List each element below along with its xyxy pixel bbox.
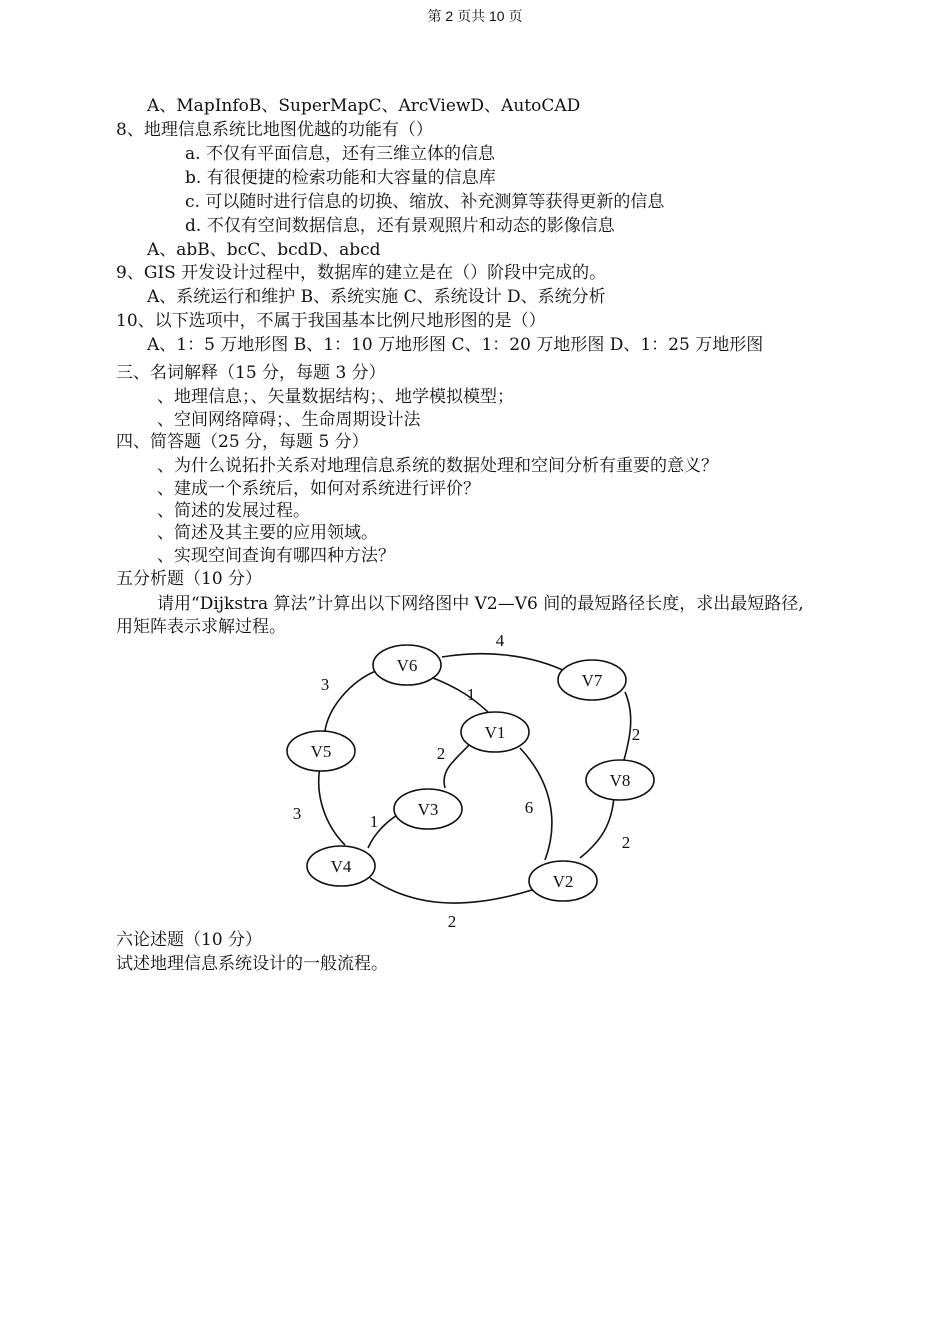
q8-options: A、abB、bcC、bcdD、abcd <box>147 240 381 260</box>
section4-line-3: 、简述的发展过程。 <box>157 501 310 521</box>
section4-line-5: 、实现空间查询有哪四种方法？ <box>157 546 395 566</box>
edge-v5-v4 <box>319 767 345 845</box>
section3-line-1: 、地理信息；、矢量数据结构；、地学模拟模型； <box>157 387 514 407</box>
edge-v6-v7 <box>442 654 567 672</box>
weight-v6-v5: 3 <box>320 675 330 694</box>
q8-item-b: b. 有很便捷的检索功能和大容量的信息库 <box>185 168 496 188</box>
page-header: 第 2 页共 10 页 <box>427 8 523 24</box>
weight-v1-v2: 6 <box>524 798 534 817</box>
q9-stem: 9、GIS 开发设计过程中，数据库的建立是在（）阶段中完成的。 <box>116 263 607 283</box>
section6-title: 六论述题（10 分） <box>116 930 263 950</box>
node-label-v1: V1 <box>484 723 506 742</box>
section3-title: 三、名词解释（15 分，每题 3 分） <box>116 363 386 383</box>
node-label-v7: V7 <box>581 671 603 690</box>
section4-line-4: 、简述及其主要的应用领域。 <box>157 523 378 543</box>
section6-body: 试述地理信息系统设计的一般流程。 <box>116 954 388 974</box>
q10-options: A、1：5 万地形图 B、1：10 万地形图 C、1：20 万地形图 D、1：25 万地形图 <box>147 335 764 355</box>
weight-v4-v2: 2 <box>447 912 457 931</box>
edge-v6-v1 <box>428 676 488 712</box>
node-label-v8: V8 <box>609 771 631 790</box>
weight-v1-v3: 2 <box>436 744 446 763</box>
node-label-v2: V2 <box>552 872 574 891</box>
q9-options: A、系统运行和维护 B、系统实施 C、系统设计 D、系统分析 <box>147 287 606 307</box>
edge-v7-v8 <box>624 692 631 760</box>
edge-v6-v5 <box>325 670 378 731</box>
weight-v3-v4: 1 <box>369 812 379 831</box>
node-label-v4: V4 <box>330 857 352 876</box>
node-label-v3: V3 <box>417 800 439 819</box>
weight-v7-v8: 2 <box>631 725 641 744</box>
node-label-v5: V5 <box>310 742 332 761</box>
q8-item-a: a. 不仅有平面信息，还有三维立体的信息 <box>185 144 495 164</box>
node-label-v6: V6 <box>396 656 418 675</box>
edge-v8-v2 <box>580 796 614 858</box>
section4-line-1: 、为什么说拓扑关系对地理信息系统的数据处理和空间分析有重要的意义？ <box>157 456 718 476</box>
section3-line-2: 、空间网络障碍；、生命周期设计法 <box>157 410 421 430</box>
network-graph <box>270 620 670 940</box>
q8-item-c: c. 可以随时进行信息的切换、缩放、补充测算等获得更新的信息 <box>185 192 665 212</box>
q7-options: A、MapInfoB、SuperMapC、ArcViewD、AutoCAD <box>147 96 581 116</box>
q10-stem: 10、以下选项中，不属于我国基本比例尺地形图的是（） <box>116 311 546 331</box>
weight-v8-v2: 2 <box>621 833 631 852</box>
section5-title: 五分析题（10 分） <box>116 569 263 589</box>
q8-item-d: d. 不仅有空间数据信息，还有景观照片和动态的影像信息 <box>185 216 615 236</box>
section4-line-2: 、建成一个系统后，如何对系统进行评价？ <box>157 479 480 499</box>
q8-stem: 8、地理信息系统比地图优越的功能有（） <box>116 120 433 140</box>
edge-v4-v2 <box>370 878 532 903</box>
weight-v6-v1: 1 <box>466 685 476 704</box>
section4-title: 四、简答题（25 分，每题 5 分） <box>116 432 369 452</box>
weight-v5-v4: 3 <box>292 804 302 823</box>
weight-v6-v7: 4 <box>495 631 505 650</box>
edge-v1-v3 <box>444 744 470 788</box>
section5-para-1: 请用“Dijkstra 算法”计算出以下网络图中 V2—V6 间的最短路径长度，求出最短路径, <box>157 594 804 614</box>
section5-para-2: 用矩阵表示求解过程。 <box>116 617 286 637</box>
